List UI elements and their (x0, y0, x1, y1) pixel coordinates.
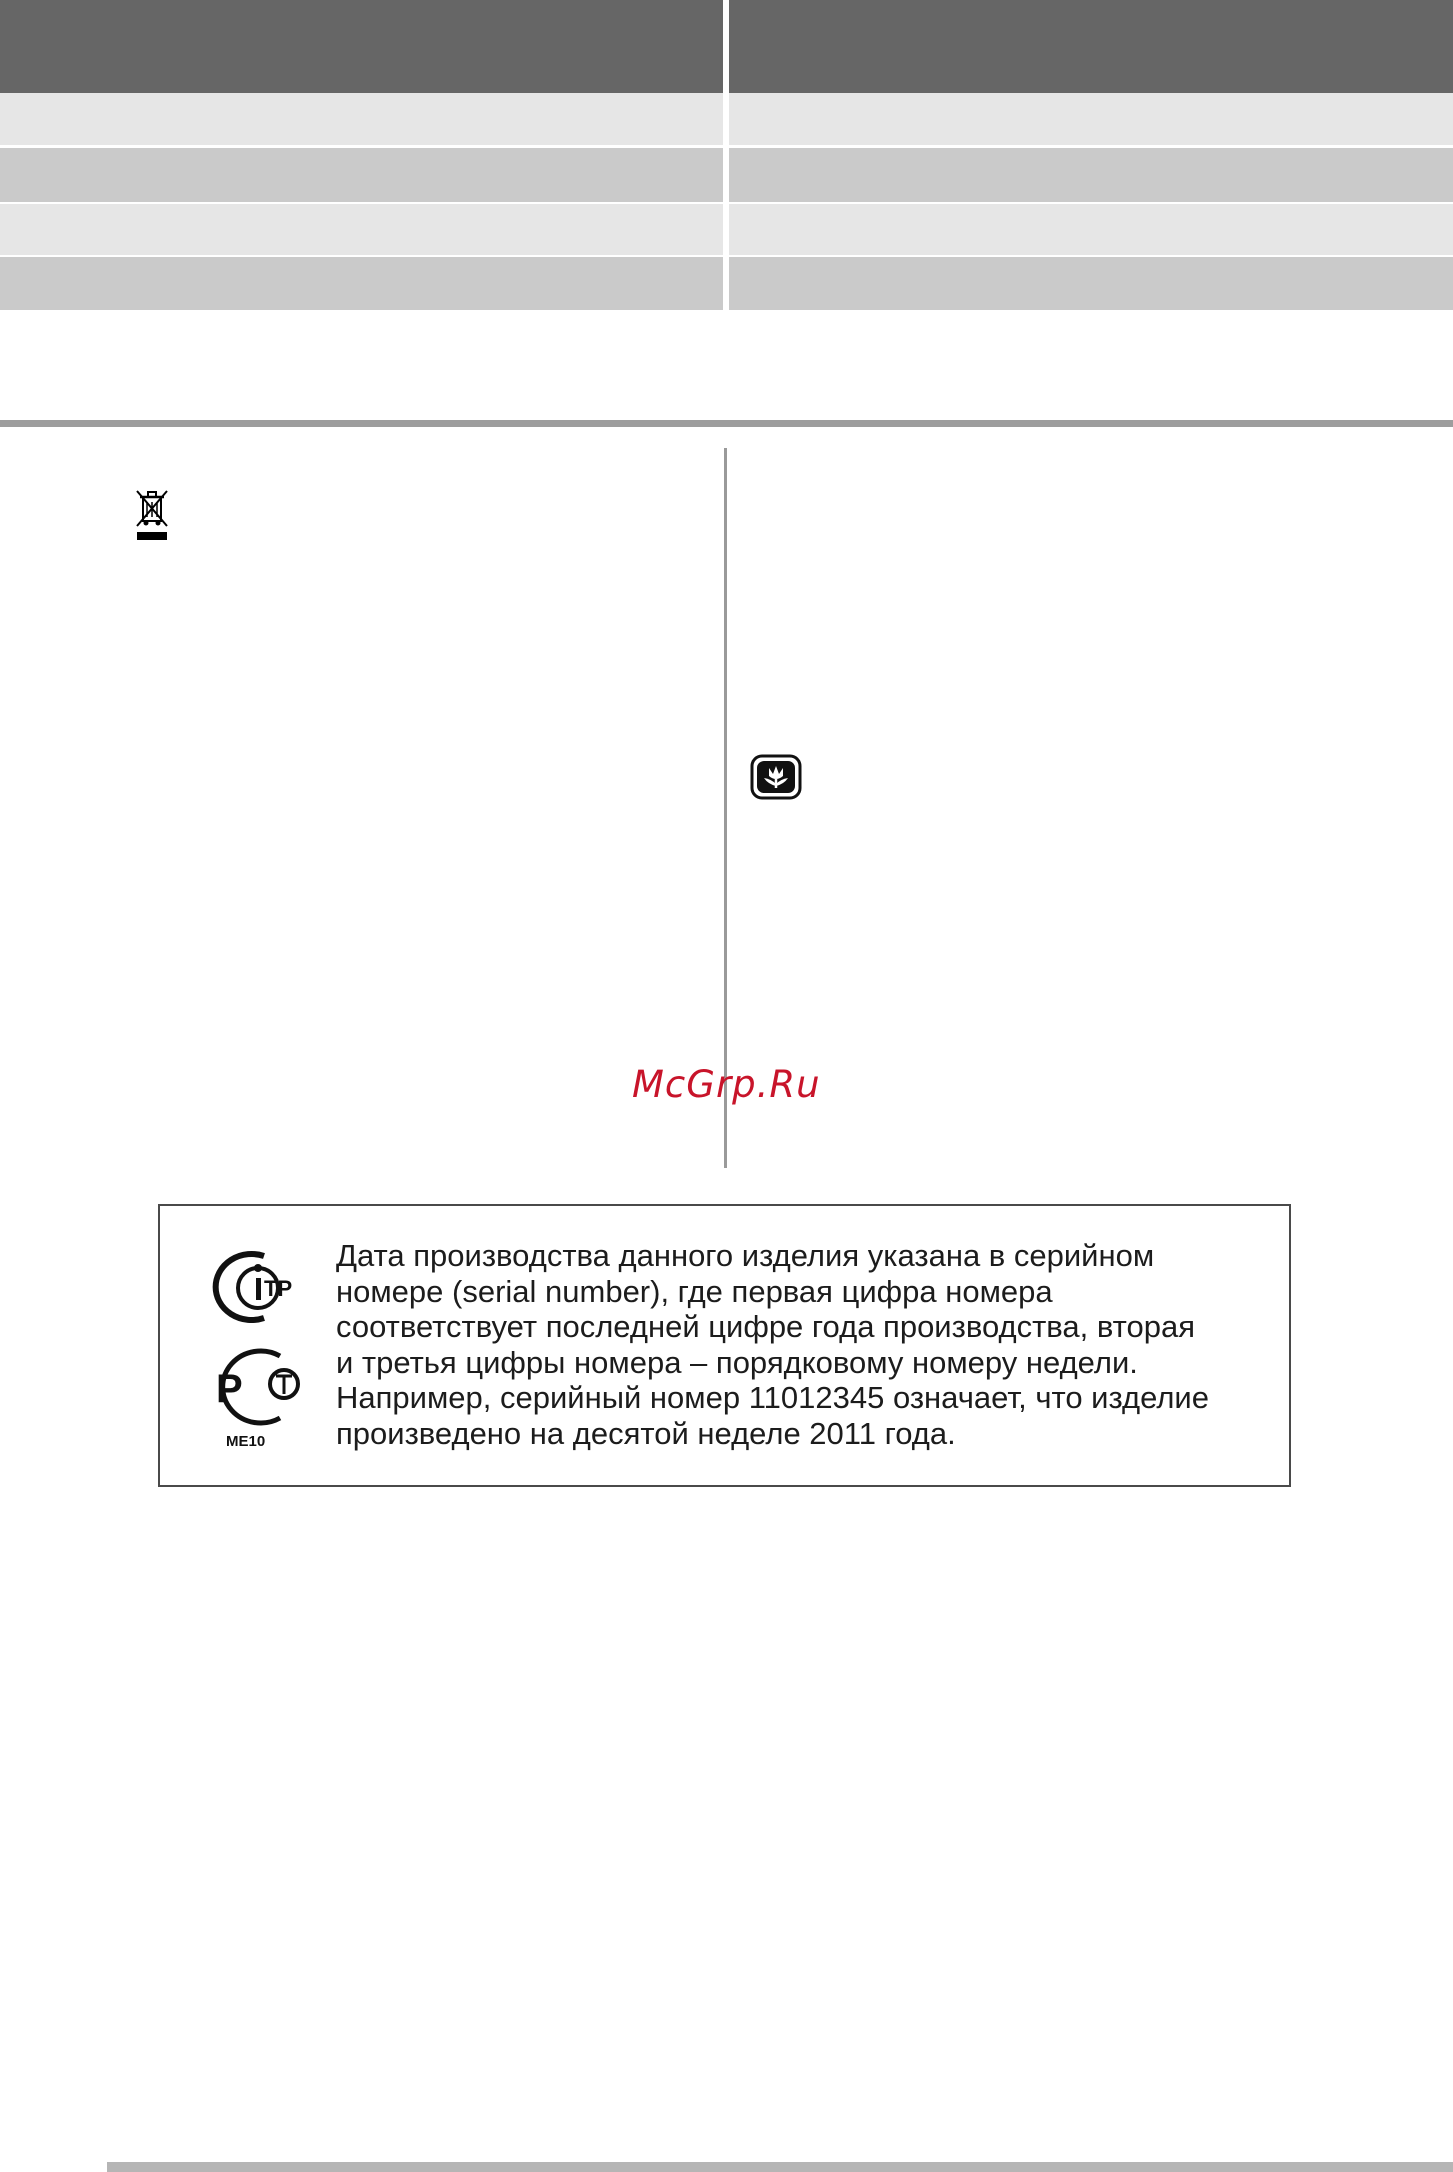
notice-line: соответствует последней цифре года производства, вторая (336, 1309, 1196, 1344)
table-row (0, 148, 723, 202)
notice-line: номере (serial number), где первая цифра номера (336, 1273, 1053, 1309)
eac-mark-icon (202, 1246, 306, 1326)
certificate-code: ME10 (226, 1433, 266, 1450)
rst-mark-icon (202, 1346, 308, 1428)
table-header-right (729, 0, 1453, 93)
watermark-text: McGrp.Ru (632, 1063, 821, 1106)
notice-line: Дата производства данного изделия указана в серийном (336, 1238, 1155, 1273)
svg-text:ТР: ТР (264, 1276, 293, 1301)
table-row (0, 93, 723, 145)
notice-line: и третья цифры номера – порядковому номеру недели. (336, 1344, 1138, 1380)
table-row (729, 148, 1453, 202)
notice-line: произведено на десятой неделе 2011 года. (336, 1415, 956, 1451)
table-row (0, 257, 723, 310)
notice-line: Например, серийный номер 11012345 означает, что изделие (336, 1380, 1209, 1415)
footer-divider (107, 2162, 1453, 2172)
table-row (729, 93, 1453, 145)
table-row (0, 204, 723, 255)
crossed-out-wheelie-bin-icon (134, 488, 170, 542)
svg-text:Р: Р (216, 1367, 243, 1411)
tulip-icon (750, 754, 802, 800)
notice-text (336, 1238, 1276, 1451)
column-divider (724, 448, 727, 1168)
table-row (729, 204, 1453, 255)
table-row (729, 257, 1453, 310)
section-divider (0, 420, 1453, 427)
table-header-left (0, 0, 723, 93)
